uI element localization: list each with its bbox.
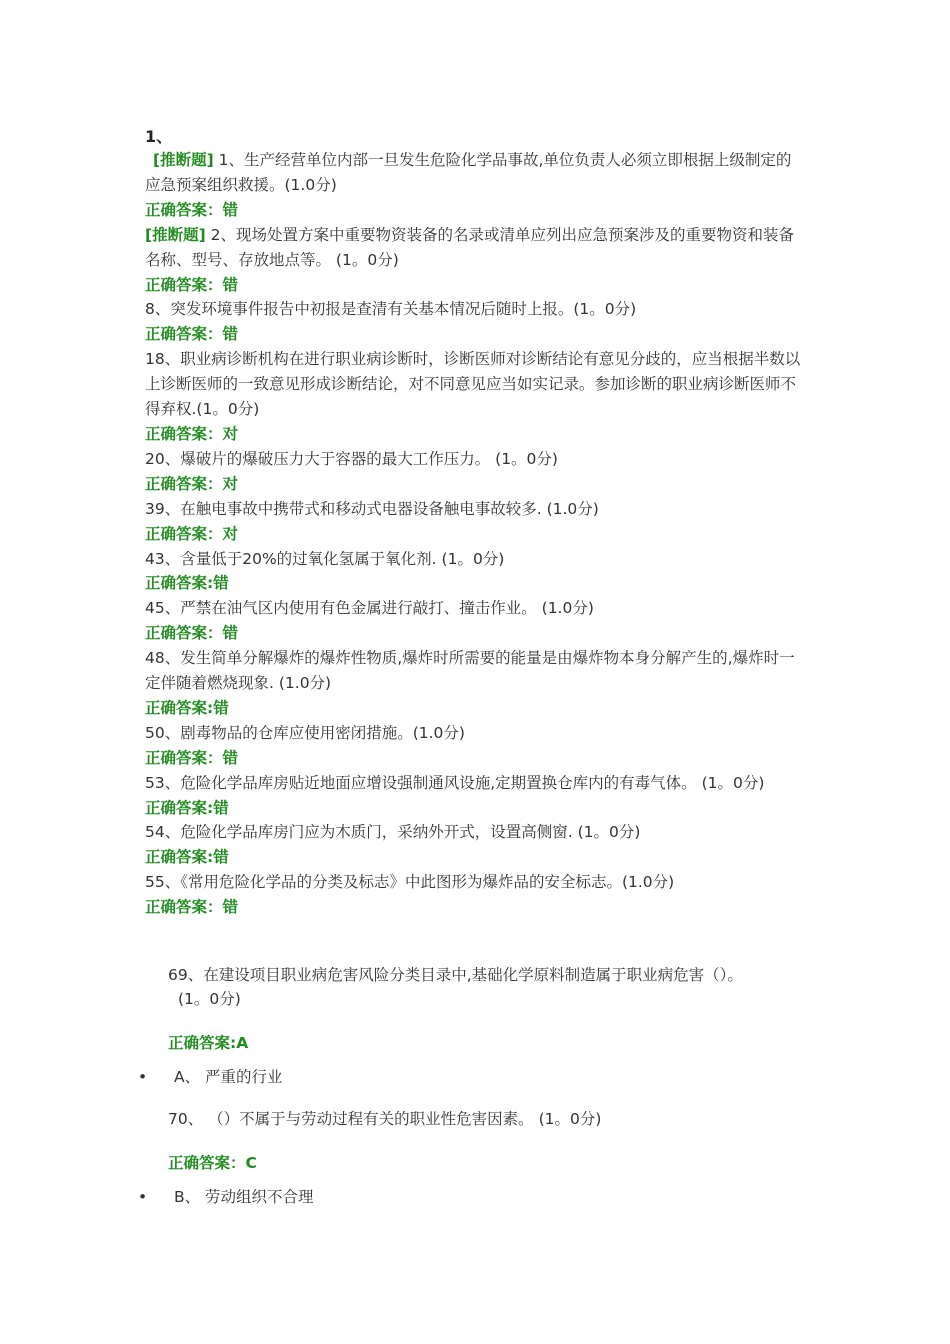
answer-54: 正确答案:错: [145, 848, 229, 867]
question-text: 69、在建设项目职业病危害风险分类目录中,基础化学原料制造属于职业病危害（）。: [168, 966, 743, 984]
question-1: [145, 148, 805, 198]
question-18: 18、职业病诊断机构在进行职业病诊断时，诊断医师对诊断结论有意见分歧的，应当根据半数以上诊断医师的一致意见形成诊断结论，对不同意见应当如实记录。参加诊断的职业病诊断医师不得弃权.(1。0分): [145, 350, 801, 419]
question-2: [145, 223, 805, 273]
option-item: [138, 1065, 788, 1089]
answer-1: 正确答案：错: [145, 200, 239, 219]
answer-20: 正确答案：对: [145, 474, 239, 493]
question-70: 70、 （）不属于与劳动过程有关的职业性危害因素。 (1。0分): [168, 1110, 602, 1128]
question-48: 48、发生简单分解爆炸的爆炸性物质,爆炸时所需要的能量是由爆炸物本身分解产生的,爆炸时一定伴随着燃烧现象. (1.0分): [145, 649, 795, 693]
bullet-icon: •: [138, 1188, 148, 1206]
answer-45: 正确答案：错: [145, 624, 239, 643]
question-39: 39、在触电事故中携带式和移动式电器设备触电事故较多. (1.0分): [145, 499, 599, 518]
question-type-tag: [推断题]: [153, 151, 214, 169]
question-55: 55、《常用危险化学品的分类及标志》中此图形为爆炸品的安全标志。(1.0分): [145, 873, 675, 892]
question-53: 53、危险化学品库房贴近地面应增设强制通风设施,定期置换仓库内的有毒气体。 (1。0分): [145, 773, 765, 792]
answer-48: 正确答案:错: [145, 698, 229, 717]
question-text: 1、生产经营单位内部一旦发生危险化学品事故,单位负责人必须立即根据上级制定的应急预案组织救援。(1.0分): [145, 151, 792, 194]
question-8: 8、突发环境事件报告中初报是查清有关基本情况后随时上报。(1。0分): [145, 300, 637, 319]
question-69: [168, 963, 788, 1011]
choice-question-list: [138, 963, 788, 1209]
bullet-icon: •: [138, 1068, 148, 1086]
answer-50: 正确答案：错: [145, 748, 239, 767]
question-45: 45、严禁在油气区内使用有色金属进行敲打、撞击作业。 (1.0分): [145, 599, 594, 618]
answer-2: 正确答案：错: [145, 275, 239, 294]
answer-39: 正确答案：对: [145, 524, 239, 543]
answer-8: 正确答案：错: [145, 325, 239, 344]
answer-70: 正确答案：C: [168, 1154, 257, 1172]
question-score: (1。0分): [178, 990, 241, 1008]
answer-18: 正确答案：对: [145, 424, 239, 443]
option-text: B、 劳动组织不合理: [174, 1188, 314, 1206]
answer-43: 正确答案:错: [145, 574, 229, 593]
question-type-tag: [推断题]: [145, 225, 206, 244]
question-20: 20、爆破片的爆破压力大于容器的最大工作压力。 (1。0分): [145, 449, 558, 468]
section-number: 1、: [145, 127, 173, 146]
question-50: 50、剧毒物品的仓库应使用密闭措施。(1.0分): [145, 723, 465, 742]
question-text: 2、现场处置方案中重要物资装备的名录或清单应列出应急预案涉及的重要物资和装备名称、型号、存放地点等。 (1。0分): [145, 225, 794, 269]
option-text: A、 严重的行业: [174, 1068, 283, 1086]
answer-69: 正确答案:A: [168, 1034, 249, 1052]
option-item: [138, 1185, 788, 1209]
answer-55: 正确答案：错: [145, 898, 239, 917]
question-43: 43、含量低于20%的过氧化氢属于氧化剂. (1。0分): [145, 549, 505, 568]
answer-53: 正确答案:错: [145, 798, 229, 817]
true-false-question-list: [145, 148, 805, 920]
question-54: 54、危险化学品库房门应为木质门，采纳外开式，设置高侧窗. (1。0分): [145, 823, 641, 842]
